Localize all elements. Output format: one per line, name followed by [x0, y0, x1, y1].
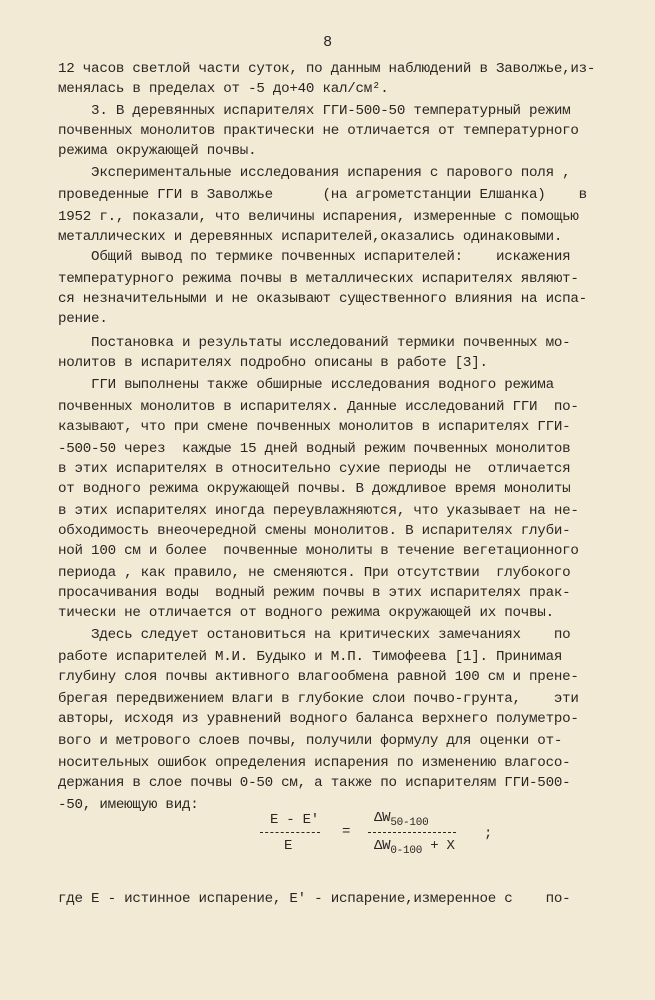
formula-trailing: ;: [484, 826, 493, 842]
text-line: периода , как правило, не сменяются. При отсутствии глубокого: [58, 565, 571, 581]
text-line: ной 100 см и более почвенные монолиты в течение вегетационного: [58, 543, 579, 559]
formula-right-denominator: [374, 838, 455, 857]
text-line: -500-50 через каждые 15 дней водный режим почвенных монолитов: [58, 441, 571, 457]
text-line: ся незначительными и не оказывают существенного влияния на испа-: [58, 291, 587, 307]
text-line: температурного режима почвы в металлических испарителях являют-: [58, 271, 579, 287]
text-line: ГГИ выполнены также обширные исследования водного режима: [58, 377, 554, 393]
page-number: 8: [323, 34, 332, 51]
text-line: металлических и деревянных испарителей,оказались одинаковыми.: [58, 229, 563, 245]
text-line: в этих испарителях в относительно сухие периоды не отличается: [58, 461, 571, 477]
formula-left-numerator: E - E': [270, 812, 319, 828]
text-line: брегая передвижением влаги в глубокие слои почво-грунта, эти: [58, 691, 579, 707]
text-line: Экспериментальные исследования испарения с парового поля ,: [58, 165, 571, 181]
text-line: от водного режима окружающей почвы. В дождливое время монолиты: [58, 481, 571, 497]
text-line: Здесь следует остановиться на критических замечаниях по: [58, 627, 571, 643]
text-line: вого и метрового слоев почвы, получили формулу для оценки от-: [58, 733, 563, 749]
formula-right-fraction-bar: [368, 832, 456, 833]
text-line: 1952 г., показали, что величины испарения, измеренные с помощью: [58, 209, 579, 225]
text-line: тически не отличается от водного режима окружающей их почвы.: [58, 605, 554, 621]
text-line: носительных ошибок определения испарения по изменению влагосо-: [58, 755, 571, 771]
text-line: менялась в пределах от -5 до+40 кал/см².: [58, 81, 389, 97]
text-line: рение.: [58, 311, 108, 327]
formula: [250, 808, 510, 868]
formula-left-denominator: E: [284, 838, 293, 854]
text-line: почвенных монолитов практически не отличается от температурного: [58, 123, 579, 139]
formula-sub-top: 50-100: [390, 816, 429, 829]
formula-sub-bottom: 0-100: [390, 844, 423, 857]
text-line: казывают, что при смене почвенных монолитов в испарителях ГГИ-: [58, 419, 571, 435]
text-line: -50, имеющую вид:: [58, 797, 199, 813]
formula-delta-w-bottom: ΔW: [374, 838, 391, 854]
formula-right-numerator: [374, 810, 428, 829]
text-line: Постановка и результаты исследований термики почвенных мо-: [58, 335, 571, 351]
last-line: где E - истинное испарение, E' - испарение,измеренное с по-: [58, 891, 571, 907]
formula-left-fraction-bar: [260, 832, 320, 833]
text-line: проведенные ГГИ в Заволжье (на агрометстанции Елшанка) в: [58, 187, 587, 203]
text-line: работе испарителей М.И. Будыко и М.П. Тимофеева [1]. Принимая: [58, 649, 563, 665]
text-line: 12 часов светлой части суток, по данным наблюдений в Заволжье,из-: [58, 61, 596, 77]
text-line: почвенных монолитов в испарителях. Данные исследований ГГИ по-: [58, 399, 579, 415]
text-line: в этих испарителях иногда переувлажняются, что указывает на не-: [58, 503, 579, 519]
text-line: нолитов в испарителях подробно описаны в работе [3].: [58, 355, 488, 371]
text-line: просачивания воды водный режим почвы в этих испарителях прак-: [58, 585, 571, 601]
text-line: авторы, исходя из уравнений водного баланса верхнего полуметро-: [58, 711, 579, 727]
formula-plus-x: + X: [430, 838, 455, 854]
formula-equals: =: [342, 824, 351, 840]
text-line: режима окружающей почвы.: [58, 143, 257, 159]
text-line: 3. В деревянных испарителях ГГИ-500-50 температурный режим: [58, 103, 571, 119]
text-line: обходимость внеочередной смены монолитов. В испарителях глуби-: [58, 523, 571, 539]
text-line: глубину слоя почвы активного влагообмена равной 100 см и прене-: [58, 669, 579, 685]
text-line: Общий вывод по термике почвенных испарителей: искажения: [58, 249, 571, 265]
text-line: держания в слое почвы 0-50 см, а также по испарителям ГГИ-500-: [58, 775, 571, 791]
formula-delta-w-top: ΔW: [374, 810, 391, 826]
